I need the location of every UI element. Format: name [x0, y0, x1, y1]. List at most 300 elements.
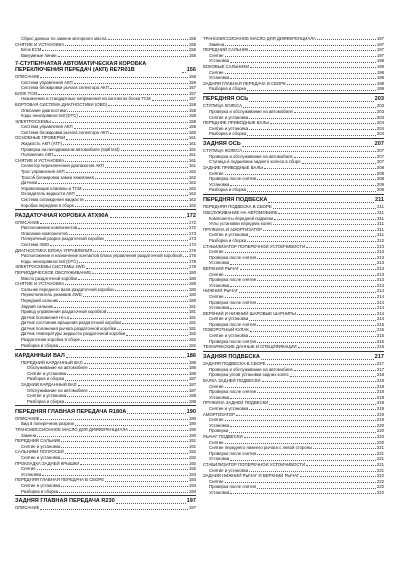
toc-page-number: 181	[188, 320, 196, 326]
toc-entry[interactable]	[203, 344, 384, 350]
dot-leader	[230, 286, 376, 287]
toc-section-heading[interactable]	[203, 96, 384, 103]
toc-page-number: 193	[188, 477, 196, 483]
dot-leader	[37, 436, 188, 437]
toc-entry-title: ВЕРХНИЙ РЫЧАГ	[203, 265, 240, 271]
toc-entry-title: Проверка и обслуживание на автомобиле	[209, 108, 293, 114]
toc-entry-title: Установка	[209, 58, 230, 64]
toc-page-number: 218	[376, 372, 384, 378]
toc-page-number: 187	[188, 376, 196, 382]
dot-leader	[313, 448, 376, 449]
toc-page-number: 213	[376, 260, 384, 266]
dot-leader	[183, 256, 188, 257]
toc-entry-title: Масло раздаточной коробки	[21, 275, 78, 281]
toc-entry-title: Снятие	[209, 383, 224, 389]
toc-page-number: 211	[377, 204, 384, 210]
toc-page-number: 217	[376, 366, 384, 372]
toc-section-heading[interactable]	[203, 141, 384, 148]
dot-leader	[83, 189, 188, 190]
dot-leader	[225, 56, 376, 57]
dot-leader	[78, 385, 188, 386]
section-divider	[203, 194, 384, 195]
toc-entry-title: Установка	[209, 282, 230, 288]
dot-leader	[110, 217, 186, 218]
dot-leader	[65, 161, 188, 162]
toc-entry-title: Сброс данных по замене моторного масла	[21, 36, 107, 41]
toc-entry-title: Снятие переднего нижнего рычага с левой стороны	[209, 445, 313, 451]
toc-page-number: 193	[188, 488, 196, 494]
dot-leader	[152, 100, 188, 101]
toc-page-number: 211	[377, 215, 384, 221]
toc-page-number: 192	[188, 460, 196, 466]
dot-leader	[306, 247, 376, 248]
toc-entry-title: ПЕРИОДИЧЕСКОЕ ОБСЛУЖИВАНИЕ	[15, 269, 92, 275]
toc-entry-title: ТРАНСМИССИОННОЕ МАСЛО ДЛЯ ДИФФЕРЕНЦИАЛА	[203, 36, 316, 41]
toc-page-number: 214	[376, 288, 384, 294]
toc-page-number: 218	[376, 389, 384, 395]
dot-leader	[225, 297, 376, 298]
toc-entry[interactable]	[15, 505, 196, 511]
dot-leader	[290, 376, 376, 377]
toc-entry-title: Снятие и установка	[209, 316, 249, 322]
toc-page-number: 214	[376, 316, 384, 322]
toc-entry-title: ЗАДНИЙ НИЖНИЙ РЫЧАГ И ВЕРХНИЙ РЫЧАГ	[203, 473, 300, 479]
dot-leader	[230, 78, 376, 79]
toc-entry-title: Установка	[209, 422, 230, 428]
toc-entry-title: Снятие и установка	[21, 454, 61, 460]
toc-page-number: 213	[376, 243, 384, 249]
toc-entry-title: Датчик положения рычага раздаточной коробки	[21, 325, 117, 331]
toc-entry-title: Назначение и стандартные напряжения на контактах блока TCM	[21, 96, 151, 102]
toc-page-number: 214	[376, 305, 384, 311]
toc-entry-title: Снятие	[209, 417, 224, 423]
dot-leader	[110, 88, 188, 89]
toc-page-number: 162	[188, 180, 196, 186]
dot-leader	[54, 307, 188, 308]
dot-leader	[225, 420, 376, 421]
toc-entry-title: Снятие и установка	[209, 125, 249, 131]
dot-leader	[257, 488, 376, 489]
toc-entry-title: Трос управления АКП	[21, 169, 65, 175]
toc-entry-title: Проверка на неподвижном автомобиле (stall test)	[21, 146, 120, 152]
dot-leader	[69, 234, 188, 235]
dot-leader	[76, 195, 188, 196]
dot-leader	[40, 77, 187, 78]
dot-leader	[247, 90, 376, 91]
toc-entry-title: ОБСЛУЖИВАНИЕ НА АВТОМОБИЛЕ	[203, 210, 278, 216]
toc-entry-title: ТРАНСМИССИОННОЕ МАСЛО ДЛЯ ДИФФЕРЕНЦИАЛА	[15, 426, 128, 432]
toc-page-number: 198	[376, 75, 384, 81]
toc-page-number: 162	[188, 202, 196, 208]
toc-page-number: 173	[188, 230, 196, 236]
toc-entry-title: Установка	[209, 181, 230, 187]
toc-entry[interactable]	[15, 203, 196, 209]
toc-page-number: 190	[188, 421, 196, 427]
toc-section-heading[interactable]	[15, 498, 196, 505]
dot-leader	[79, 262, 188, 263]
dot-leader	[70, 318, 188, 319]
dot-leader	[107, 312, 188, 313]
dot-leader	[81, 340, 188, 341]
dot-leader	[249, 101, 373, 102]
toc-page-number: 155	[188, 47, 196, 53]
dot-leader	[230, 460, 376, 461]
toc-entry-title: Разборка и сборка	[21, 342, 59, 348]
toc-entry-title: Описание компонентов	[21, 230, 68, 236]
toc-entry-title: Обслуживание на автомобиле	[27, 365, 88, 371]
dot-leader	[74, 128, 188, 129]
toc-entry-title: Вакуумные линии	[21, 52, 57, 58]
toc-page-number: 156	[186, 67, 196, 74]
toc-page-number: 186	[188, 370, 196, 376]
toc-page-number: 155	[188, 52, 196, 58]
toc-entry[interactable]	[15, 489, 196, 495]
toc-page-number: 180	[188, 286, 196, 292]
toc-entry-title: Снятие	[209, 69, 224, 75]
toc-left-column	[15, 36, 196, 511]
toc-page-number: 207	[376, 153, 384, 159]
toc-entry-title: Система охлаждения жидкости	[21, 197, 84, 203]
toc-entry-title: Жидкость АКП (ATF)	[21, 141, 63, 147]
toc-page-number: 179	[188, 264, 196, 270]
toc-page-number: 180	[188, 275, 196, 281]
toc-page-number: 219	[376, 406, 384, 411]
toc-page-number: 182	[188, 342, 196, 348]
toc-entry-title: ОПИСАНИЕ	[15, 415, 40, 421]
dot-leader	[78, 228, 188, 229]
toc-section-heading[interactable]	[15, 409, 196, 416]
dot-leader	[66, 357, 186, 358]
dot-leader	[244, 437, 376, 438]
section-divider	[203, 351, 384, 352]
dot-leader	[38, 94, 188, 95]
toc-page-number: 158	[188, 101, 196, 107]
dot-leader	[225, 482, 376, 483]
toc-page-number: 193	[188, 471, 196, 477]
section-divider	[15, 209, 196, 210]
dot-leader	[267, 364, 376, 365]
toc-page-number: 219	[376, 417, 384, 423]
dot-leader	[294, 157, 376, 158]
toc-entry-title: Проверка после снятия	[209, 450, 256, 456]
toc-entry-title: ЗАДНИЙ КАРДАННЫЙ ВАЛ	[21, 382, 77, 388]
dot-leader	[274, 219, 376, 220]
toc-page-number: 219	[376, 400, 384, 406]
toc-page-number: 193	[188, 482, 196, 488]
toc-page-number: 186	[188, 365, 196, 371]
toc-page-number: 180	[188, 292, 196, 298]
dot-leader	[67, 111, 187, 112]
toc-page-number: 209	[376, 187, 384, 193]
dot-leader	[38, 183, 188, 184]
dot-leader	[268, 202, 374, 203]
toc-entry-title: Снятие	[209, 293, 224, 299]
dot-leader	[127, 413, 185, 414]
toc-entry-title: СТАБИЛИЗАТОР ПОПЕРЕЧНОЙ УСТОЙЧИВОСТИ	[203, 461, 306, 467]
dot-leader	[75, 206, 188, 207]
dot-leader	[230, 62, 376, 63]
toc-entry-title: Разборка и сборка	[27, 398, 65, 404]
dot-leader	[86, 268, 188, 269]
toc-page-number: 222	[376, 489, 384, 495]
dot-leader	[182, 72, 186, 73]
dot-leader	[230, 398, 376, 399]
toc-entry-title: Снятие и установка	[27, 393, 67, 399]
toc-page-number: 220	[376, 428, 384, 434]
toc-entry-title: ПРУЖИНА И АМОРТИЗАТОР	[203, 226, 263, 232]
toc-page-number: 182	[188, 337, 196, 343]
toc-entry-title: Обслуживание на автомобиле	[27, 387, 88, 393]
toc-entry-title: Снятие и установка	[27, 370, 67, 376]
dot-leader	[92, 273, 188, 274]
section-divider	[15, 405, 196, 406]
toc-page-number: 211	[377, 221, 384, 227]
toc-entry-title: Проверка после снятия	[209, 389, 256, 395]
toc-entry-title: ОПИСАНИЕ	[15, 505, 40, 511]
toc-entry-title: Установка	[21, 471, 42, 477]
dot-leader	[225, 443, 376, 444]
toc-entry-title: Передний сальник	[21, 297, 58, 303]
toc-entry-title: ЗАДНЯЯ ГЛАВНАЯ ПЕРЕДАЧА В СБОРЕ	[203, 80, 286, 86]
toc-section-heading[interactable]	[203, 197, 384, 204]
toc-entry-title: СНЯТИЕ И УСТАНОВКА	[15, 157, 65, 163]
dot-leader	[83, 296, 188, 297]
dot-leader	[40, 419, 187, 420]
dot-leader	[225, 387, 376, 388]
toc-entry-title: РАЗДАТОЧНАЯ КОРОБКА ATX90A	[15, 212, 109, 219]
dot-leader	[297, 314, 376, 315]
toc-entry-title: Проверка и обслуживание на автомобиле	[209, 366, 293, 372]
toc-entry-title: Описание диагностики	[21, 107, 67, 113]
toc-page-number: 192	[188, 454, 196, 460]
toc-section-heading[interactable]	[203, 354, 384, 361]
toc-entry[interactable]	[15, 343, 196, 349]
dot-leader	[50, 245, 188, 246]
toc-entry-title: Замена	[21, 432, 37, 438]
toc-section-heading[interactable]	[15, 213, 196, 220]
toc-section-heading[interactable]	[15, 61, 196, 74]
toc-page-number: 180	[188, 297, 196, 303]
dot-leader	[59, 301, 188, 302]
toc-entry-title: КАРДАННЫЙ ВАЛ	[15, 352, 65, 359]
dot-leader	[302, 163, 376, 164]
toc-page-number: 215	[376, 321, 384, 327]
toc-page-number: 208	[376, 176, 384, 182]
toc-entry-title: Снятие и установка	[21, 482, 61, 488]
toc-entry-title: ПЕРЕДНИЙ САЛЬНИК	[15, 438, 61, 444]
toc-page-number: 209	[376, 181, 384, 187]
dot-leader	[122, 323, 188, 324]
toc-section-heading[interactable]	[15, 353, 196, 360]
toc-page-number: 190	[188, 426, 196, 432]
dot-leader	[115, 290, 188, 291]
dot-leader	[121, 150, 188, 151]
toc-entry-title: Углы установки передних колес	[209, 221, 273, 227]
toc-entry[interactable]	[203, 187, 384, 193]
toc-page-number: 161	[188, 152, 196, 158]
dot-leader	[105, 167, 188, 168]
toc-entry-title: Сальник переднего вала раздаточной коробки	[21, 286, 114, 292]
toc-entry[interactable]	[15, 53, 196, 59]
dot-leader	[250, 67, 376, 68]
toc-entry-title: Снятие	[209, 478, 224, 484]
toc-page-number: 191	[188, 438, 196, 444]
toc-entry-title: Охладитель жидкости АКП	[21, 191, 75, 197]
toc-page-number: 157	[188, 85, 196, 91]
toc-entry-title: Снятие и установка	[21, 443, 61, 449]
dot-leader	[239, 292, 375, 293]
toc-entry-title: ОПИСАНИЕ	[15, 219, 40, 225]
toc-page-number: 198	[376, 58, 384, 64]
dot-leader	[61, 441, 187, 442]
dot-leader	[105, 481, 188, 482]
toc-page-number: 192	[188, 449, 196, 455]
toc-entry-title: ПЕРЕДНЯЯ ПОДВЕСКА	[203, 197, 268, 204]
toc-entry-title: Разборка и сборка	[209, 187, 247, 193]
toc-page-number: 162	[188, 191, 196, 197]
dot-leader	[80, 464, 187, 465]
toc-entry[interactable]	[203, 86, 384, 92]
dot-leader	[61, 486, 188, 487]
toc-page-number: 220	[376, 433, 384, 439]
dot-leader	[79, 116, 188, 117]
toc-page-number: 197	[376, 52, 384, 58]
toc-page-number: 172	[186, 212, 196, 219]
toc-page-number: 178	[188, 258, 196, 264]
toc-page-number: 162	[188, 174, 196, 180]
toc-page-number: 214	[376, 293, 384, 299]
toc-entry-title: Проверка после снятия	[209, 321, 256, 327]
toc-entry-title: ЗАДНЯЯ ПОДВЕСКА	[203, 354, 260, 361]
toc-entry-title: ЗАДНЯЯ ГЛАВНАЯ ПЕРЕДАЧА R230	[15, 498, 115, 505]
dot-leader	[273, 224, 376, 225]
dot-leader	[78, 279, 187, 280]
toc-entry-title: БОКОВЫЕ САЛЬНИКИ	[203, 63, 250, 69]
toc-page-number: 198	[376, 80, 384, 86]
dot-leader	[242, 146, 374, 147]
toc-page-number: 197	[376, 47, 384, 53]
toc-entry-title: Проверка после снятия	[209, 254, 256, 260]
toc-entry-title: ПЕРЕДНЯЯ ГЛАВНАЯ ПЕРЕДАЧА В СБОРЕ	[15, 477, 105, 483]
toc-entry-title: Проверка	[209, 428, 229, 434]
dot-leader	[230, 426, 376, 427]
toc-page-number: 211	[377, 210, 384, 216]
dot-leader	[294, 370, 376, 371]
dot-leader	[225, 73, 376, 74]
dot-leader	[229, 432, 376, 433]
dot-leader	[66, 139, 188, 140]
toc-entry-title: Положение АКП	[21, 152, 54, 158]
toc-page-number: 173	[188, 236, 196, 242]
dot-leader	[129, 430, 188, 431]
toc-entry-title: Установка	[209, 456, 230, 462]
toc-entry-title: СТАБИЛИЗАТОР ПОПЕРЕЧНОЙ УСТОЙЧИВОСТИ	[203, 243, 306, 249]
toc-entry-title: Снятие и установка	[209, 333, 249, 339]
dot-leader	[74, 83, 188, 84]
dot-leader	[58, 56, 188, 57]
toc-page-number: 211	[374, 197, 384, 204]
dot-leader	[243, 151, 376, 152]
toc-entry-title: ЭЛЕКТРОСХЕМЫ СИСТЕМЫ 4WD	[15, 264, 85, 270]
dot-leader	[294, 112, 376, 113]
dot-leader	[249, 118, 376, 119]
toc-page-number: 161	[188, 146, 196, 152]
toc-entry[interactable]	[15, 399, 196, 405]
toc-page-number: 158	[188, 113, 196, 119]
toc-entry-title: ПЕРЕДНЯЯ ОСЬ	[203, 96, 249, 103]
toc-page-number: 162	[188, 197, 196, 203]
toc-entry-title: Коды неисправностей (DTC)	[21, 113, 78, 119]
toc-page-number: 197	[376, 36, 384, 41]
toc-entry[interactable]	[203, 131, 384, 137]
toc-page-number: 176	[188, 253, 196, 259]
toc-page-number: 172	[188, 225, 196, 231]
toc-entry[interactable]	[203, 490, 384, 496]
toc-entry-title: Разборка и сборка	[209, 237, 247, 243]
section-divider	[203, 138, 384, 139]
toc-entry-title: Установка	[209, 75, 230, 81]
toc-page-number: 208	[376, 170, 384, 176]
dot-leader	[67, 374, 188, 375]
toc-page-number: 181	[188, 309, 196, 315]
dot-leader	[225, 174, 376, 175]
dot-leader	[108, 105, 188, 106]
toc-page-number: 213	[376, 254, 384, 260]
toc-entry-title: Датчики	[21, 180, 38, 186]
toc-page-number: 217	[374, 354, 384, 361]
dot-leader	[54, 155, 187, 156]
dot-leader	[85, 200, 188, 201]
toc-page-number: 155	[188, 41, 196, 47]
toc-page-number: 158	[188, 107, 196, 113]
toc-entry-title: ЭЛЕКТРОСХЕМЫ	[15, 118, 51, 124]
toc-page-number: 188	[188, 393, 196, 399]
toc-page-number: 213	[376, 265, 384, 271]
toc-page-number: 213	[376, 271, 384, 277]
dot-leader	[257, 392, 376, 393]
toc-entry-title: ПОВОРОТНЫЙ КУЛАК	[203, 327, 249, 333]
toc-page-number: 221	[376, 467, 384, 473]
toc-entry-title: АМОРТИЗАТОР	[203, 411, 235, 417]
toc-page-number: 192	[188, 466, 196, 472]
toc-page-number: 221	[376, 450, 384, 456]
toc-page-number: 204	[376, 125, 384, 131]
toc-page-number: 221	[376, 461, 384, 467]
toc-page-number: 174	[188, 241, 196, 247]
toc-page-number: 181	[188, 314, 196, 320]
dot-leader	[126, 335, 188, 336]
dot-leader	[262, 381, 376, 382]
toc-page-number: 187	[188, 387, 196, 393]
toc-page-number: 218	[376, 383, 384, 389]
toc-entry-title: Датчик состояния вращения раздаточной коробки	[21, 320, 121, 326]
toc-entry-title: Расположение компонентов	[21, 225, 78, 231]
toc-entry-title: САЛЬНИКИ ПОЛУОСЕЙ	[15, 449, 64, 455]
toc-entry-title: Компоненты передней подвески	[209, 215, 274, 221]
dot-leader	[306, 465, 376, 466]
toc-entry-title: Снятие и установка	[209, 114, 249, 120]
dot-leader	[40, 509, 187, 510]
toc-entry-title: ПЕРЕДНИЙ КАРДАННЫЙ ВАЛ	[21, 359, 83, 365]
toc-entry-title: Проверка после снятия	[209, 338, 256, 344]
dot-leader	[287, 84, 376, 85]
toc-page-number: 190	[188, 432, 196, 438]
toc-page-number: 211	[377, 226, 384, 232]
toc-page-number: 162	[188, 185, 196, 191]
dot-leader	[108, 39, 188, 40]
dot-leader	[257, 325, 376, 326]
toc-page-number: 215	[376, 333, 384, 339]
